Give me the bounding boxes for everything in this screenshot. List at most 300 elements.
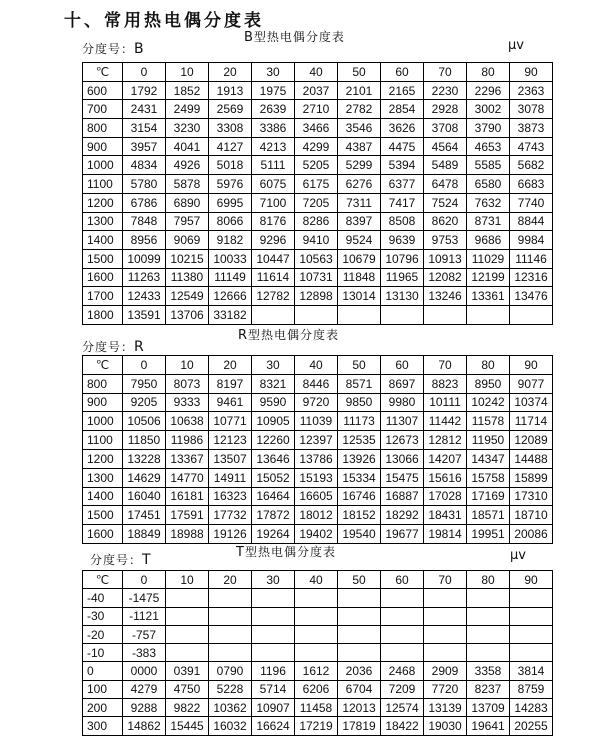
table-row [83,268,553,287]
table-cell: 12082 [424,268,467,287]
table-header-row [83,356,553,375]
table-cell: 8321 [252,374,295,393]
table-cell [209,625,252,643]
table-cell: 14207 [424,449,467,468]
table-cell: 6704 [338,680,381,698]
table-cell: 18292 [381,506,424,525]
table-cell: 11950 [467,431,510,450]
table-cell: 18422 [381,717,424,735]
table-cell: 15193 [295,468,338,487]
table-cell: 5205 [295,156,338,175]
column-header: 80 [467,356,510,375]
table-cell: 11714 [510,412,553,431]
table-cell: 9850 [338,393,381,412]
table-cell: 8237 [467,680,510,698]
table-cell [166,644,209,662]
table-cell: 4564 [424,137,467,156]
r-thermocouple-table [82,355,553,544]
column-header: 0 [123,571,166,589]
column-header: 40 [295,571,338,589]
table-cell: 2928 [424,100,467,119]
table-cell: 10362 [209,699,252,717]
row-header-temperature: 1700 [83,287,123,306]
table-cell [424,305,467,324]
row-header-temperature: 1400 [83,231,123,250]
table-row [83,625,553,643]
table-cell [209,644,252,662]
table-cell: 5682 [510,156,553,175]
t-code-label: 分度号： [90,553,143,567]
table-cell [424,644,467,662]
table-cell: 16181 [166,487,209,506]
table-cell: 4279 [123,680,166,698]
row-header-temperature: 300 [83,717,123,735]
table-cell: 15334 [338,468,381,487]
table-cell [338,644,381,662]
degree-unit-header: ℃ [83,571,123,589]
t-thermocouple-table [82,570,553,736]
table-cell: 12089 [510,431,553,450]
table-cell: 4127 [209,137,252,156]
table-cell: 6995 [209,193,252,212]
table-cell: 4387 [338,137,381,156]
table-cell: 14347 [467,449,510,468]
table-cell: 12433 [123,287,166,306]
table-cell: 6175 [295,175,338,194]
table-cell: 10907 [252,699,295,717]
table-cell: 10905 [252,412,295,431]
table-cell [166,625,209,643]
table-cell: 16746 [338,487,381,506]
table-cell: 20255 [510,717,553,735]
table-cell: 17310 [510,487,553,506]
table-cell: 17732 [209,506,252,525]
row-header-temperature: 1300 [83,212,123,231]
table-cell [424,607,467,625]
b-title-letter: B [244,30,254,45]
table-cell: 11848 [338,268,381,287]
table-cell: 8176 [252,212,295,231]
table-cell: 14911 [209,468,252,487]
table-cell: 12782 [252,287,295,306]
b-title-text: 型热电偶分度表 [253,30,345,44]
table-cell: 7100 [252,193,295,212]
table-cell: 0000 [123,662,166,680]
table-cell: 7950 [123,374,166,393]
table-cell: 4653 [467,137,510,156]
table-cell: 18431 [424,506,467,525]
table-cell [467,305,510,324]
table-row [83,305,553,324]
t-title-text: 型热电偶分度表 [244,545,336,559]
table-cell: 6786 [123,193,166,212]
table-cell: 2165 [381,81,424,100]
column-header: 60 [381,571,424,589]
table-cell: 10033 [209,249,252,268]
table-cell: 11986 [166,431,209,450]
r-code-label: 分度号： [82,340,135,354]
row-header-temperature: -40 [83,589,123,607]
table-cell [510,589,553,607]
table-cell: 19126 [209,525,252,544]
table-cell: 9296 [252,231,295,250]
t-code-caption [90,551,152,568]
table-cell: 17872 [252,506,295,525]
table-cell: 4299 [295,137,338,156]
table-cell: 10215 [166,249,209,268]
table-cell: 1975 [252,81,295,100]
table-cell: 14862 [123,717,166,735]
row-header-temperature: 1200 [83,193,123,212]
table-cell: 12199 [467,268,510,287]
row-header-temperature: 900 [83,137,123,156]
table-cell [381,589,424,607]
table-cell: 8759 [510,680,553,698]
table-cell: 6075 [252,175,295,194]
table-cell: 17591 [166,506,209,525]
table-cell: 4750 [166,680,209,698]
table-cell: 13709 [467,699,510,717]
table-cell: 6683 [510,175,553,194]
table-cell: 10638 [166,412,209,431]
column-header: 60 [381,356,424,375]
table-row [83,506,553,525]
table-cell: 15475 [381,468,424,487]
table-cell: 14283 [510,699,553,717]
b-unit-label: μv [508,38,524,53]
table-cell: 13591 [123,305,166,324]
table-cell [338,589,381,607]
column-header: 20 [209,571,252,589]
table-cell: 16464 [252,487,295,506]
table-cell: 6206 [295,680,338,698]
table-cell: 2037 [295,81,338,100]
b-code-caption [82,40,145,57]
table-cell [381,305,424,324]
table-row [83,607,553,625]
table-row [83,100,553,119]
table-cell: 8197 [209,374,252,393]
table-cell: 16040 [123,487,166,506]
table-cell: 0391 [166,662,209,680]
table-cell: 4213 [252,137,295,156]
table-cell: 19540 [338,525,381,544]
table-cell: 13507 [209,449,252,468]
column-header: 50 [338,63,381,82]
table-cell [510,625,553,643]
table-cell: 20086 [510,525,553,544]
b-code-label: 分度号： [82,42,135,56]
table-cell: 9077 [510,374,553,393]
table-cell: -1121 [123,607,166,625]
table-cell: -383 [123,644,166,662]
table-cell: 13476 [510,287,553,306]
table-cell: 3308 [209,119,252,138]
table-cell: 18571 [467,506,510,525]
table-cell: 5878 [166,175,209,194]
table-cell [424,589,467,607]
table-cell: 9753 [424,231,467,250]
table-cell: 4834 [123,156,166,175]
table-cell: 15445 [166,717,209,735]
table-cell: 19677 [381,525,424,544]
table-cell [424,625,467,643]
column-header: 80 [467,63,510,82]
row-header-temperature: 200 [83,699,123,717]
table-cell: 12397 [295,431,338,450]
column-header: 0 [123,63,166,82]
r-code-caption [82,338,145,355]
table-cell: 13646 [252,449,295,468]
table-cell: 2710 [295,100,338,119]
table-cell: 3466 [295,119,338,138]
table-cell: 19030 [424,717,467,735]
table-cell: 7848 [123,212,166,231]
r-code-value: R [134,339,145,355]
table-cell: 1612 [295,662,338,680]
table-cell: 4926 [166,156,209,175]
table-cell: 19264 [252,525,295,544]
table-cell: 4475 [381,137,424,156]
table-cell: 19641 [467,717,510,735]
table-cell [166,607,209,625]
table-cell: 10506 [123,412,166,431]
table-cell: 8956 [123,231,166,250]
row-header-temperature: 1600 [83,525,123,544]
table-cell: 3154 [123,119,166,138]
table-row [83,231,553,250]
column-header: 10 [166,571,209,589]
b-code-value: B [134,41,145,57]
table-row [83,699,553,717]
table-cell [252,644,295,662]
table-cell: 13361 [467,287,510,306]
table-cell: 10447 [252,249,295,268]
table-cell: 11380 [166,268,209,287]
row-header-temperature: 600 [83,81,123,100]
table-cell: 8073 [166,374,209,393]
table-row [83,137,553,156]
table-cell: 10374 [510,393,553,412]
table-cell: 3546 [338,119,381,138]
row-header-temperature: 1200 [83,449,123,468]
table-cell: 8446 [295,374,338,393]
t-title-letter: T [236,545,245,560]
column-header: 80 [467,571,510,589]
table-cell: 10913 [424,249,467,268]
table-row [83,175,553,194]
table-cell: 13066 [381,449,424,468]
r-title-letter: R [238,328,249,343]
table-cell: 15052 [252,468,295,487]
table-cell: 7632 [467,193,510,212]
row-header-temperature: 100 [83,680,123,698]
table-cell: 18152 [338,506,381,525]
table-cell: 8508 [381,212,424,231]
table-cell: 11578 [467,412,510,431]
table-cell: 10796 [381,249,424,268]
table-cell: 2782 [338,100,381,119]
table-row [83,487,553,506]
table-cell: 10111 [424,393,467,412]
table-cell: 9524 [338,231,381,250]
row-header-temperature: 800 [83,119,123,138]
table-cell [295,644,338,662]
table-cell: 3078 [510,100,553,119]
table-header-row [83,63,553,82]
table-cell [295,625,338,643]
table-cell: 7957 [166,212,209,231]
table-cell: 3873 [510,119,553,138]
t-code-value: T [142,552,152,568]
table-cell: 5228 [209,680,252,698]
column-header: 70 [424,356,467,375]
column-header: 60 [381,63,424,82]
column-header: 20 [209,63,252,82]
table-row [83,662,553,680]
row-header-temperature: 800 [83,374,123,393]
table-cell: 11307 [381,412,424,431]
table-cell: 11442 [424,412,467,431]
table-cell [381,644,424,662]
table-cell: 16032 [209,717,252,735]
table-cell [338,607,381,625]
table-cell: 18710 [510,506,553,525]
table-cell: 8620 [424,212,467,231]
table-cell: 3626 [381,119,424,138]
table-cell: 5394 [381,156,424,175]
table-row [83,212,553,231]
table-header-row [83,571,553,589]
table-cell: 8397 [338,212,381,231]
table-cell: 5780 [123,175,166,194]
table-row [83,81,553,100]
table-cell: -757 [123,625,166,643]
table-row [83,449,553,468]
table-cell [252,625,295,643]
table-cell: 7720 [424,680,467,698]
table-cell: 11850 [123,431,166,450]
table-row [83,249,553,268]
column-header: 20 [209,356,252,375]
table-cell: 2909 [424,662,467,680]
b-table-title [244,28,345,45]
table-cell [510,644,553,662]
table-cell: 7209 [381,680,424,698]
table-cell: 9686 [467,231,510,250]
table-cell [209,607,252,625]
table-cell: 8731 [467,212,510,231]
row-header-temperature: 1100 [83,175,123,194]
column-header: 10 [166,63,209,82]
column-header: 50 [338,571,381,589]
table-row [83,680,553,698]
table-cell: 12574 [381,699,424,717]
row-header-temperature: -10 [83,644,123,662]
table-cell: 14629 [123,468,166,487]
column-header: 0 [123,356,166,375]
table-cell: 1196 [252,662,295,680]
column-header: 10 [166,356,209,375]
table-cell [252,589,295,607]
table-cell: 3957 [123,137,166,156]
table-cell: 1852 [166,81,209,100]
table-row [83,393,553,412]
table-cell: 9984 [510,231,553,250]
table-cell: 9639 [381,231,424,250]
table-cell: 10731 [295,268,338,287]
table-row [83,374,553,393]
table-cell: 12316 [510,268,553,287]
row-header-temperature: 1500 [83,249,123,268]
table-cell: 2296 [467,81,510,100]
table-cell: 33182 [209,305,252,324]
table-cell: 12549 [166,287,209,306]
table-cell: 7205 [295,193,338,212]
row-header-temperature: 700 [83,100,123,119]
table-cell: 16624 [252,717,295,735]
r-title-text: 型热电偶分度表 [248,328,340,342]
table-cell [381,607,424,625]
table-cell: 19402 [295,525,338,544]
table-cell: 5489 [424,156,467,175]
table-cell [166,589,209,607]
table-cell: 12812 [424,431,467,450]
table-row [83,644,553,662]
table-cell: 13246 [424,287,467,306]
table-cell [510,607,553,625]
table-cell: 11965 [381,268,424,287]
table-cell: 3230 [166,119,209,138]
table-cell: 12260 [252,431,295,450]
table-row [83,193,553,212]
table-cell: 3814 [510,662,553,680]
table-cell: 10563 [295,249,338,268]
table-cell: 19814 [424,525,467,544]
table-cell: 16887 [381,487,424,506]
table-cell [295,607,338,625]
table-cell [467,607,510,625]
table-cell: 10242 [467,393,510,412]
table-cell: 17819 [338,717,381,735]
table-cell: 9822 [166,699,209,717]
table-cell: 2431 [123,100,166,119]
table-cell: 13367 [166,449,209,468]
table-row [83,119,553,138]
table-cell: 17451 [123,506,166,525]
table-cell: 11039 [295,412,338,431]
table-cell: 13228 [123,449,166,468]
t-unit-label: μv [510,548,526,563]
table-cell: 5018 [209,156,252,175]
table-cell [252,305,295,324]
table-cell: 13706 [166,305,209,324]
table-cell: 9590 [252,393,295,412]
table-cell [252,607,295,625]
row-header-temperature: -20 [83,625,123,643]
table-cell: 4743 [510,137,553,156]
table-cell: 2569 [209,100,252,119]
table-cell: 0790 [209,662,252,680]
column-header: 70 [424,571,467,589]
table-cell: 6377 [381,175,424,194]
table-cell: 9205 [123,393,166,412]
table-cell: 7740 [510,193,553,212]
table-cell: 3790 [467,119,510,138]
column-header: 70 [424,63,467,82]
table-cell: 18988 [166,525,209,544]
row-header-temperature: 1800 [83,305,123,324]
